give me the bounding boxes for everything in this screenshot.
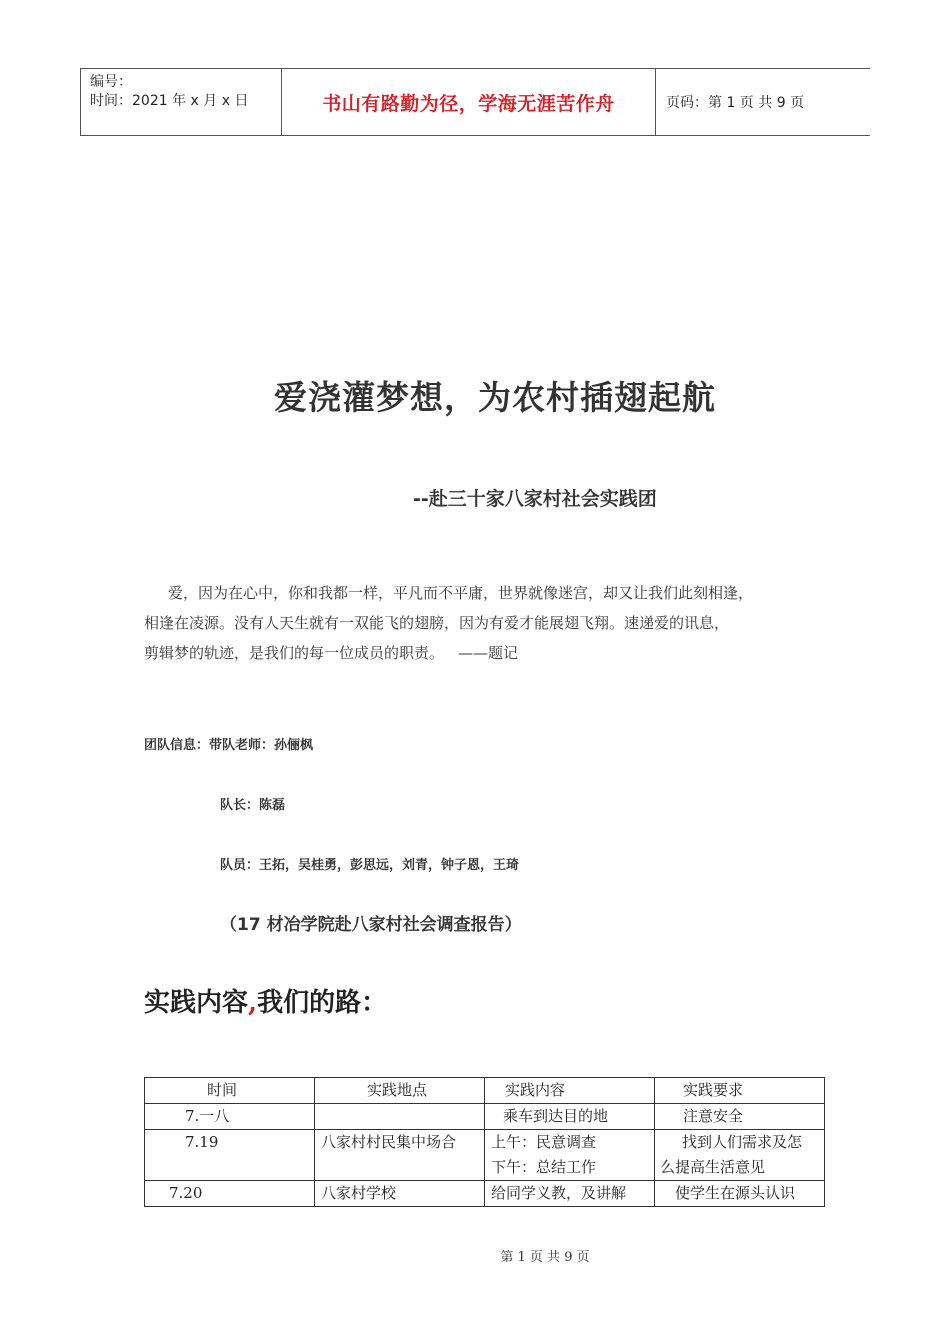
document-title: 爱浇灌梦想，为农村插翅起航 [274,378,716,417]
cell-content-line-2: 下午：总结工作 [491,1158,597,1176]
team-members: 队员：王拓，吴桂勇，彭思远，刘青，钟子恩，王琦 [220,858,520,873]
document-number-label: 编号： [90,74,132,90]
team-captain: 队长：陈磊 [220,798,286,813]
header-motto: 书山有路勤为径，学海无涯苦作舟 [282,69,656,135]
document-date: 时间：2021 年 x 月 x 日 [90,93,249,109]
epigraph-line-3-text: 剪辑梦的轨迹，是我们的每一位成员的职责。 [144,644,445,662]
section-heading-accent: , [248,988,258,1018]
epigraph-line-3 [144,638,824,668]
cell-content [485,1130,655,1181]
cell-requirement: 使学生在源头认识 [655,1181,825,1207]
cell-place [315,1104,485,1130]
cell-place: 八家村村民集中场合 [315,1130,485,1181]
epigraph-signature: ——题记 [458,644,519,662]
section-heading-part-1: 实践内容 [144,988,249,1018]
cell-place: 八家村学校 [315,1181,485,1207]
team-leader-teacher: 团队信息：带队老师：孙俪枫 [144,738,314,753]
section-heading [144,982,387,1019]
cell-requirement [655,1130,825,1181]
header-meta [80,69,282,135]
document-subtitle: --赴三十家八家村社会实践团 [413,488,657,510]
column-header-requirement: 实践要求 [655,1078,825,1104]
cell-requirement-line-1: 找到人们需求及怎 [682,1133,803,1151]
section-heading-part-2: 我们的路： [257,988,388,1018]
report-title: （17 材冶学院赴八家村社会调查报告） [220,915,522,935]
column-header-time: 时间 [145,1078,315,1104]
epigraph-line-1: 爱，因为在心中，你和我都一样，平凡而不平庸，世界就像迷宫，却又让我们此刻相逢， [168,584,754,602]
cell-content-line-1: 上午：民意调查 [491,1133,597,1151]
page-header [80,68,870,136]
cell-time: 7.19 [145,1130,315,1181]
table-header-row [145,1078,825,1104]
practice-schedule-table [144,1077,825,1207]
cell-time: 7.20 [145,1181,315,1207]
column-header-place: 实践地点 [315,1078,485,1104]
cell-content: 给同学义教，及讲解 [485,1181,655,1207]
table-row [145,1104,825,1130]
header-page-info: 页码：第 1 页 共 9 页 [666,95,805,111]
table-row [145,1181,825,1207]
page-footer: 第 1 页 共 9 页 [500,1250,590,1265]
cell-requirement: 注意安全 [655,1104,825,1130]
cell-requirement-line-2: 么提高生活意见 [660,1158,766,1176]
cell-content: 乘车到达目的地 [485,1104,655,1130]
column-header-content: 实践内容 [485,1078,655,1104]
epigraph [144,578,824,668]
table-row [145,1130,825,1181]
epigraph-line-2: 相逢在凌源。没有人天生就有一双能飞的翅膀，因为有爱才能展翅飞翔。速递爱的讯息， [144,614,730,632]
cell-time: 7.一八 [145,1104,315,1130]
